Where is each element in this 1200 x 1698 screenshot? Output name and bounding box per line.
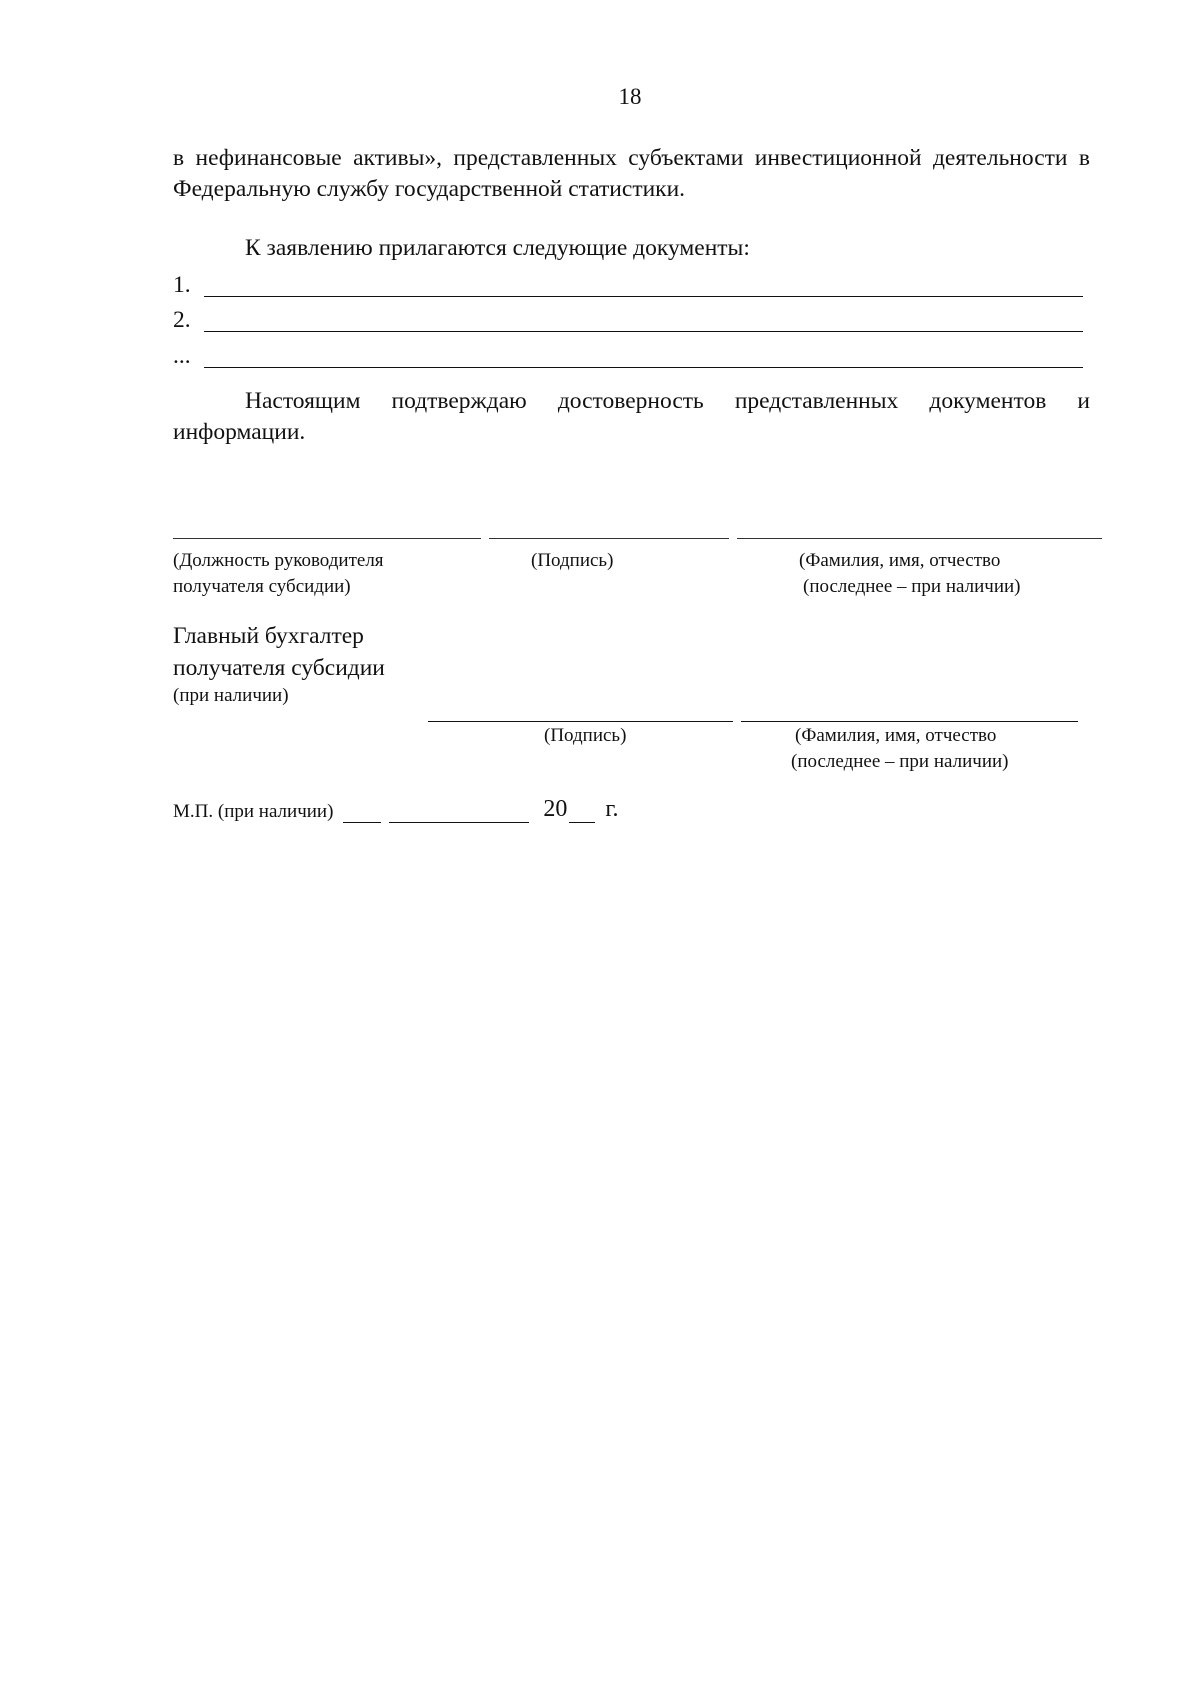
chief-name-caption bbox=[791, 723, 1009, 775]
attachments-heading: К заявлению прилагаются следующие документы: bbox=[245, 235, 750, 261]
attachment-line-2[interactable] bbox=[173, 300, 1083, 332]
attachment-blank-field[interactable] bbox=[204, 341, 1083, 368]
caption-line: (Фамилия, имя, отчество bbox=[799, 550, 1001, 571]
attachment-blank-field[interactable] bbox=[204, 305, 1083, 332]
attachment-number: ... bbox=[173, 343, 191, 369]
chief-signature-caption: (Подпись) bbox=[544, 725, 627, 746]
chief-accountant-note: (при наличии) bbox=[173, 685, 289, 706]
head-name-field[interactable] bbox=[737, 538, 1102, 539]
date-day-field[interactable] bbox=[343, 802, 381, 823]
year-suffix: г. bbox=[605, 796, 619, 822]
head-position-caption bbox=[173, 548, 384, 600]
date-month-field[interactable] bbox=[389, 802, 529, 823]
year-prefix: 20 bbox=[543, 796, 568, 822]
attachment-blank-field[interactable] bbox=[204, 270, 1083, 297]
head-signature-caption: (Подпись) bbox=[531, 550, 614, 571]
attachment-number: 2. bbox=[173, 307, 191, 333]
head-signature-field[interactable] bbox=[489, 538, 729, 539]
date-year-field[interactable] bbox=[569, 802, 595, 823]
chief-title-line: получателя субсидии bbox=[173, 655, 385, 681]
head-position-field[interactable] bbox=[173, 538, 481, 539]
attachment-number: 1. bbox=[173, 272, 191, 298]
caption-line: получателя субсидии) bbox=[173, 576, 351, 597]
caption-line: (Должность руководителя bbox=[173, 550, 384, 571]
stamp-label: М.П. (при наличии) bbox=[173, 801, 334, 822]
date-year bbox=[543, 796, 618, 823]
head-name-caption bbox=[799, 548, 1021, 600]
caption-line: (Фамилия, имя, отчество bbox=[795, 725, 997, 746]
caption-line: (последнее – при наличии) bbox=[803, 576, 1021, 597]
chief-accountant-title bbox=[173, 620, 385, 684]
attachment-line-more[interactable] bbox=[173, 336, 1083, 368]
caption-line: (последнее – при наличии) bbox=[791, 751, 1009, 772]
chief-title-line: Главный бухгалтер bbox=[173, 623, 364, 649]
page-number: 18 bbox=[618, 84, 642, 109]
confirmation-paragraph: Настоящим подтверждаю достоверность представленных документов и информации. bbox=[173, 388, 1090, 445]
chief-signature-field[interactable] bbox=[428, 721, 733, 722]
stamp-date-line bbox=[173, 796, 619, 823]
intro-paragraph: в нефинансовые активы», представленных субъектами инвестиционной деятельности в Федеральную службу государственной статистики. bbox=[173, 145, 1090, 202]
chief-name-field[interactable] bbox=[741, 721, 1078, 722]
attachment-line-1[interactable] bbox=[173, 265, 1083, 297]
